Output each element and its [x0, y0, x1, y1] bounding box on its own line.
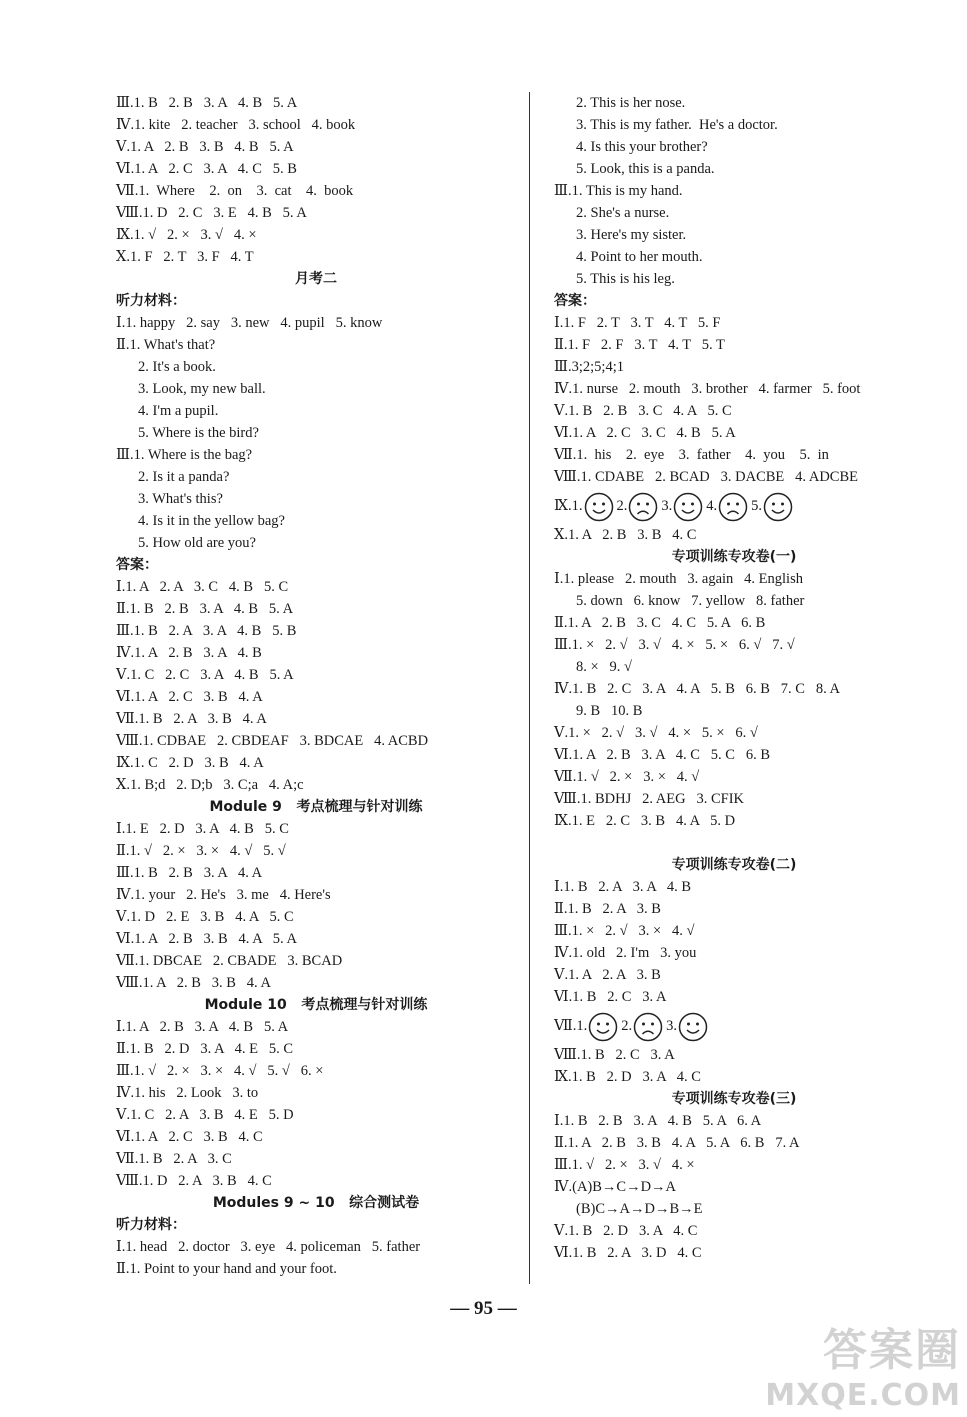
answer-line: Ⅵ.1. B 2. A 3. D 4. C [554, 1245, 702, 1261]
answer-line: Ⅰ.1. B 2. B 3. A 4. B 5. A 6. A [554, 1113, 762, 1129]
answer-line: Ⅴ.1. A 2. A 3. B [554, 967, 661, 983]
answer-line: 4. I'm a pupil. [138, 403, 219, 419]
answer-line: Ⅸ.1. B 2. D 3. A 4. C [554, 1069, 701, 1085]
answer-line: Ⅰ.1. A 2. B 3. A 4. B 5. A [116, 1019, 289, 1035]
answer-line: Ⅳ.1. nurse 2. mouth 3. brother 4. farmer 5. foot [554, 381, 861, 397]
answer-line: Ⅲ.1. Where is the bag? [116, 447, 253, 463]
answer-line: Ⅶ.1. DBCAE 2. CBADE 3. BCAD [116, 953, 343, 969]
answer-line: 3. What's this? [138, 491, 223, 507]
page-number: — 95 — [450, 1298, 517, 1319]
answer-line: Ⅸ.1. √ 2. × 3. √ 4. × [116, 227, 257, 243]
answer-line: Ⅶ.1. B 2. A 3. B 4. A [116, 711, 267, 727]
sad-face-icon [628, 492, 658, 522]
answer-line: Ⅴ.1. A 2. B 3. B 4. B 5. A [116, 139, 294, 155]
answer-line: 9. B 10. B [576, 703, 643, 719]
answer-line: Ⅵ.1. B 2. C 3. A [554, 989, 667, 1005]
item-number: 1. [576, 1018, 588, 1034]
answer-line: Ⅵ.1. A 2. B 3. A 4. C 5. C 6. B [554, 747, 771, 763]
answer-line: Ⅲ.1. √ 2. × 3. √ 4. × [554, 1157, 695, 1173]
answer-line: 3. Here's my sister. [576, 227, 687, 243]
section-heading: Module 9 考点梳理与针对训练 [209, 799, 423, 815]
answer-line: Ⅲ.1. B 2. A 3. A 4. B 5. B [116, 623, 297, 639]
left-column [116, 92, 516, 1280]
answer-line: Ⅲ.1. B 2. B 3. A 4. B 5. A [116, 95, 298, 111]
answer-line: Ⅵ.1. A 2. C 3. C 4. B 5. A [554, 425, 736, 441]
answer-line: Ⅳ.(A)B→C→D→A [554, 1179, 677, 1195]
answer-line: Ⅱ.1. B 2. D 3. A 4. E 5. C [116, 1041, 294, 1057]
answer-line: Ⅹ.1. F 2. T 3. F 4. T [116, 249, 254, 265]
subsection-label: 答案： [554, 293, 596, 309]
answer-line: 5. Where is the bird? [138, 425, 259, 441]
section-heading: 专项训练专攻卷(一) [671, 549, 797, 565]
answer-line: Ⅴ.1. × 2. √ 3. √ 4. × 5. × 6. √ [554, 725, 758, 741]
answer-line: Ⅳ.1. kite 2. teacher 3. school 4. book [116, 117, 356, 133]
answer-line: 3. This is my father. He's a doctor. [576, 117, 778, 133]
watermark-url: MXQE.COM [765, 1378, 961, 1413]
watermark [765, 1314, 961, 1413]
smiley-face-icon [588, 1012, 618, 1042]
item-number: 2. [621, 1018, 633, 1034]
section-heading: Modules 9 ~ 10 综合测试卷 [212, 1195, 420, 1211]
answer-line: Ⅳ.1. A 2. B 3. A 4. B [116, 645, 262, 661]
answer-line: Ⅱ.1. A 2. B 3. C 4. C 5. A 6. B [554, 615, 766, 631]
answer-line: Ⅰ.1. E 2. D 3. A 4. B 5. C [116, 821, 289, 837]
answer-line: Ⅷ.1. B 2. C 3. A [554, 1047, 675, 1063]
answer-line: Ⅸ.1. E 2. C 3. B 4. A 5. D [554, 813, 736, 829]
answer-line: Ⅲ.1. √ 2. × 3. × 4. √ 5. √ 6. × [116, 1063, 324, 1079]
answer-line: Ⅸ.1. C 2. D 3. B 4. A [116, 755, 264, 771]
sad-face-icon [718, 492, 748, 522]
answer-line: Ⅰ.1. B 2. A 3. A 4. B [554, 879, 692, 895]
answer-line: Ⅱ.1. √ 2. × 3. × 4. √ 5. √ [116, 843, 286, 859]
answer-line: Ⅰ.1. F 2. T 3. T 4. T 5. F [554, 315, 721, 331]
section-heading: 专项训练专攻卷(二) [671, 857, 797, 873]
answer-line: Ⅶ.1. √ 2. × 3. × 4. √ [554, 769, 700, 785]
answer-line: Ⅰ.1. please 2. mouth 3. again 4. English [554, 571, 803, 587]
answer-line: Ⅹ.1. A 2. B 3. B 4. C [554, 527, 697, 543]
section-number: Ⅸ. [554, 498, 572, 514]
item-number: 3. [666, 1018, 677, 1034]
answer-line: Ⅶ.1. Where 2. on 3. cat 4. book [116, 183, 354, 199]
watermark-logo-text: 答案圈 [823, 1325, 961, 1376]
answer-line: Ⅷ.1. D 2. C 3. E 4. B 5. A [116, 205, 307, 221]
answer-line: Ⅹ.1. B;d 2. D;b 3. C;a 4. A;c [116, 777, 304, 793]
answer-line: Ⅲ.1. × 2. √ 3. × 4. √ [554, 923, 695, 939]
answer-line: 3. Look, my new ball. [138, 381, 266, 397]
answer-line: Ⅳ.1. B 2. C 3. A 4. A 5. B 6. B 7. C 8. A [554, 681, 841, 697]
answer-line: Ⅱ.1. What's that? [116, 337, 216, 353]
right-column [554, 92, 914, 1264]
answer-line: 5. This is his leg. [576, 271, 675, 287]
answer-line: Ⅰ.1. head 2. doctor 3. eye 4. policeman 5. father [116, 1239, 421, 1255]
section-heading: 月考二 [295, 271, 337, 287]
column-divider [529, 92, 530, 1284]
answer-line: 4. Is this your brother? [576, 139, 708, 155]
subsection-label: 听力材料： [116, 293, 186, 309]
answer-line: Ⅵ.1. A 2. C 3. A 4. C 5. B [116, 161, 297, 177]
answer-line: Ⅷ.1. BDHJ 2. AEG 3. CFIK [554, 791, 745, 807]
answer-line-faces [554, 488, 914, 524]
answer-line: Ⅲ.1. × 2. √ 3. √ 4. × 5. × 6. √ 7. √ [554, 637, 795, 653]
answer-line: Ⅵ.1. A 2. C 3. B 4. C [116, 1129, 263, 1145]
answer-line: Ⅴ.1. C 2. A 3. B 4. E 5. D [116, 1107, 294, 1123]
item-number: 4. [706, 498, 718, 514]
section-heading: Module 10 考点梳理与针对训练 [204, 997, 428, 1013]
answer-line: Ⅳ.1. his 2. Look 3. to [116, 1085, 259, 1101]
answer-line: Ⅷ.1. CDBAE 2. CBDEAF 3. BDCAE 4. ACBD [116, 733, 429, 749]
answer-line: Ⅱ.1. B 2. B 3. A 4. B 5. A [116, 601, 294, 617]
smiley-face-icon [763, 492, 793, 522]
answer-line: Ⅷ.1. A 2. B 3. B 4. A [116, 975, 271, 991]
answer-line: Ⅰ.1. happy 2. say 3. new 4. pupil 5. know [116, 315, 383, 331]
answer-line: Ⅵ.1. A 2. B 3. B 4. A 5. A [116, 931, 297, 947]
answer-line: Ⅶ.1. B 2. A 3. C [116, 1151, 232, 1167]
spacer [554, 832, 914, 854]
answer-line: 2. This is her nose. [576, 95, 686, 111]
answer-line: Ⅳ.1. your 2. He's 3. me 4. Here's [116, 887, 331, 903]
item-number: 5. [751, 498, 762, 514]
answer-line: 4. Is it in the yellow bag? [138, 513, 285, 529]
answer-line: Ⅲ.3;2;5;4;1 [554, 359, 624, 375]
section-number: Ⅶ. [554, 1018, 577, 1034]
answer-line: Ⅱ.1. B 2. A 3. B [554, 901, 661, 917]
smiley-face-icon [673, 492, 703, 522]
answer-line: 2. Is it a panda? [138, 469, 230, 485]
answer-line: Ⅴ.1. D 2. E 3. B 4. A 5. C [116, 909, 294, 925]
answer-line: Ⅴ.1. B 2. B 3. C 4. A 5. C [554, 403, 732, 419]
answer-line: 4. Point to her mouth. [576, 249, 703, 265]
item-number: 1. [571, 498, 583, 514]
answer-line: Ⅶ.1. his 2. eye 3. father 4. you 5. in [554, 447, 829, 463]
answer-line: Ⅷ.1. CDABE 2. BCAD 3. DACBE 4. ADCBE [554, 469, 859, 485]
item-number: 2. [616, 498, 628, 514]
section-heading: 专项训练专攻卷(三) [671, 1091, 797, 1107]
smiley-face-icon [584, 492, 614, 522]
answer-line: 8. × 9. √ [576, 659, 633, 675]
answer-line: Ⅱ.1. F 2. F 3. T 4. T 5. T [554, 337, 725, 353]
answer-line: Ⅷ.1. D 2. A 3. B 4. C [116, 1173, 272, 1189]
answer-line: Ⅴ.1. C 2. C 3. A 4. B 5. A [116, 667, 294, 683]
answer-line: Ⅰ.1. A 2. A 3. C 4. B 5. C [116, 579, 289, 595]
answer-line: Ⅱ.1. A 2. B 3. B 4. A 5. A 6. B 7. A [554, 1135, 800, 1151]
item-number: 3. [661, 498, 673, 514]
answer-line: Ⅳ.1. old 2. I'm 3. you [554, 945, 697, 961]
smiley-face-icon [678, 1012, 708, 1042]
subsection-label: 答案： [116, 557, 158, 573]
sad-face-icon [633, 1012, 663, 1042]
answer-line: Ⅱ.1. Point to your hand and your foot. [116, 1261, 337, 1277]
answer-line: 2. It's a book. [138, 359, 216, 375]
answer-line: Ⅲ.1. This is my hand. [554, 183, 683, 199]
answer-line: 2. She's a nurse. [576, 205, 670, 221]
answer-line: Ⅴ.1. B 2. D 3. A 4. C [554, 1223, 698, 1239]
answer-line: 5. down 6. know 7. yellow 8. father [576, 593, 805, 609]
answer-line: Ⅲ.1. B 2. B 3. A 4. A [116, 865, 263, 881]
answer-line: 5. How old are you? [138, 535, 256, 551]
answer-line: Ⅵ.1. A 2. C 3. B 4. A [116, 689, 263, 705]
subsection-label: 听力材料： [116, 1217, 186, 1233]
answer-line: 5. Look, this is a panda. [576, 161, 715, 177]
answer-line-faces [554, 1008, 914, 1044]
answer-line: (B)C→A→D→B→E [576, 1201, 703, 1217]
